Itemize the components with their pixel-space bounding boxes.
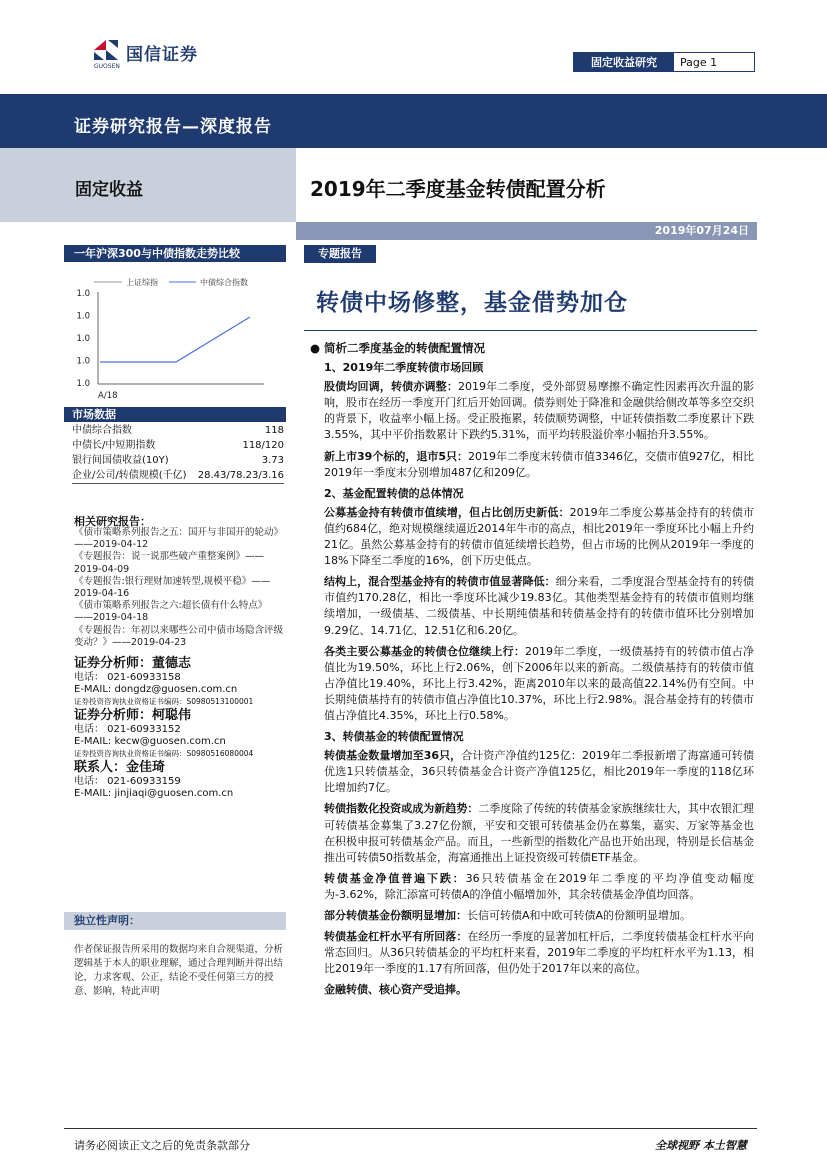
market-row: 银行间国债收益(10Y) 3.73 [72, 455, 284, 466]
paragraph: 新上市39个标的，退市5只：2019年二季度末转债市值3346亿，交债市值927亿，相比2019年一季度末分别增加487亿和209亿。 [324, 449, 754, 479]
market-row: 中债综合指数 118 [72, 425, 284, 436]
guosen-logo-icon [92, 38, 120, 62]
analyst-email[interactable]: E-MAIL: kecw@guosen.com.cn [74, 736, 226, 747]
paragraph: 股债均回调，转债亦调整：2019年二季度，受外部贸易摩擦不确定性因素再次升温的影响，股市在经历一季度开门红后开始回调。债券则处于降准和金融供给侧改革等多空交织的背景下，收益率小幅上扬。受正股拖累，转债顺势调整，中证转债指数二季度累计下跌3.55%，其中平价指数累计下跌约5.31%，而平均转股溢价率小幅抬升3.55%。 [324, 380, 754, 442]
band-title: 证券研究报告—深度报告 [74, 117, 272, 137]
x-tick-label: A/18 [98, 391, 118, 401]
footer-disclaimer[interactable]: 请务必阅读正文之后的免责条款部分 [74, 1139, 250, 1152]
related-report[interactable]: 《专题报告:银行理财加速转型,规模平稳》——2019-04-16 [74, 575, 271, 600]
analyst-email[interactable]: E-MAIL: dongdz@guosen.com.cn [74, 684, 238, 695]
contact-phone: 电话： 021-60933159 [74, 776, 181, 787]
independence-head: 独立性声明： [64, 912, 286, 930]
logo-text: 国信证券 [126, 45, 198, 65]
subsection-title: 3、转债基金的转债配置情况 [324, 730, 464, 744]
y-tick-label: 1.0 [76, 334, 90, 344]
y-tick-label: 1.0 [76, 379, 90, 389]
legend-label: 上证综指 [126, 278, 158, 287]
contact-name: 联系人：金佳琦 [74, 760, 166, 775]
paragraph: 转债基金杠杆水平有所回落：在经历一季度的显著加杠杆后，二季度转债基金杠杆水平向常态回归。从36只转债基金的平均杠杆来看，2019年二季度的平均杠杆水平为1.13，相比2019年一季度的1.17有所回落，但仍处于2017年以来的高位。 [324, 930, 754, 976]
report-tag: 专题报告 [304, 245, 376, 263]
footer-slogan: 全球视野 本土智慧 [655, 1139, 747, 1152]
series-line [100, 317, 250, 362]
section-title: ● 简析二季度基金的转债配置情况 [310, 341, 486, 355]
category-label: 固定收益 [75, 180, 143, 200]
chart-title: 一年沪深300与中债指数走势比较 [64, 245, 286, 262]
paragraph: 各类主要公募基金的转债仓位继续上行：2019年二季度，一级债基持有的转债市值占净值比为19.50%，环比上行2.06%，创下2006年以来的新高。二级债基持有的转债市值占净值比19.40%，环比上行3.42%，距离2010年以来的最高值22.14%仍有空间。中长期纯债基持有的转债市值占净值比10.37%，环比上行2.98%。混合基金持有的转债市值占净值比4.35%，环比上行0.58%。 [324, 644, 754, 722]
paragraph: 转债基金数量增加至36只，合计资产净值约125亿：2019年二季报新增了海富通可转债优选1只转债基金，36只转债基金合计资产净值125亿，相比2019年一季度的118亿环比增加约7亿。 [324, 749, 754, 795]
market-row: 中债长/中短期指数 118/120 [72, 440, 284, 451]
report-title: 2019年二季度基金转债配置分析 [310, 177, 606, 201]
paragraph: 公募基金持有转债市值续增，但占比创历史新低：2019年二季度公募基金持有的转债市值约684亿，绝对规模继续逼近2014年牛市的高点，相比2019年一季度环比小幅上升约21亿。虽然公募基金持有的转债市值延续增长趋势，但占市场的比例从2019年一季度的18%下降至二季度的16%，创下历史低点。 [324, 505, 754, 568]
independence-text: 作者保证报告所采用的数据均来自合规渠道，分析逻辑基于本人的职业理解，通过合理判断并得出结论，力求客观、公正，结论不受任何第三方的授意、影响，特此声明 [74, 944, 284, 997]
paragraph: 转债指数化投资或成为新趋势：二季度除了传统的转债基金家族继续壮大，其中农银汇理可转债基金募集了3.27亿份额，平安和交银可转债基金仍在募集，嘉实、万家等基金也在积极申报可转债基金产品。而且，一些新型的指数化产品也开始出现，特别是长信基金推出可转债50指数基金，海富通推出上证投资级可转债ETF基金。 [324, 802, 755, 864]
headline: 转债中场修整，基金借势加仓 [316, 290, 628, 316]
paragraph: 结构上，混合型基金持有的转债市值显著降低：细分来看，二季度混合型基金持有的转债市值约170.28亿，相比一季度环比减少19.83亿。其他类型基金持有的转债市值则均继续增加，一级债基、二级债基、中长期纯债基和转债基金持有的转债市值环比分别增加9.29亿、14.71亿、12.51亿和6.20亿。 [324, 575, 755, 637]
footer-rule [64, 1128, 757, 1129]
report-date: 2019年07月24日 [296, 222, 757, 240]
related-report[interactable]: 《专题报告：说一说那些破产重整案例》——2019-04-09 [74, 551, 265, 575]
related-report[interactable]: 《专题报告：年初以来哪些公司中债市场隐含评级变动？》——2019-04-23 [74, 624, 284, 648]
legend-label: 中债综合指数 [200, 278, 248, 287]
paragraph: 转债基金净值普遍下跌：36只转债基金在2019年二季度的平均净值变动幅度为-3.62%，除汇添富可转债A的净值小幅增加外，其余转债基金净值均回落。 [324, 871, 755, 901]
market-row: 企业/公司/转债规模(千亿) 28.43/78.23/3.16 [72, 470, 284, 481]
analyst-name: 证券分析师：董德志 [74, 656, 192, 671]
analyst-phone: 电话： 021-60933158 [74, 672, 181, 683]
paragraph: 金融转债、核心资产受追捧。 [324, 983, 467, 997]
analyst-cert: 证券投资咨询执业资格证书编码：S0980516080004 [74, 749, 254, 758]
analyst-name: 证券分析师：柯聪伟 [74, 708, 192, 723]
y-tick-label: 1.0 [76, 289, 90, 299]
y-tick-label: 1.0 [76, 311, 90, 322]
headline-rule [304, 330, 757, 331]
logo-en-text: GUOSEN [94, 63, 120, 70]
y-tick-label: 1.0 [76, 356, 90, 367]
header-box [573, 52, 755, 72]
contact-email[interactable]: E-MAIL: jinjiaqi@guosen.com.cn [74, 788, 234, 799]
analyst-cert: 证券投资咨询执业资格证书编码：S0980513100001 [74, 697, 254, 706]
index-trend-chart [64, 272, 286, 404]
report-body [310, 340, 754, 1003]
subsection-title: 2、基金配置转债的总体情况 [324, 486, 464, 500]
analyst-phone: 电话： 021-60933152 [74, 724, 181, 735]
market-data-head: 市场数据 [64, 407, 286, 422]
related-report[interactable]: 《债市策略系列报告之五：国开与非国开的轮动》——2019-04-12 [74, 527, 284, 551]
analyst-list [74, 655, 289, 800]
related-report[interactable]: 《债市策略系列报告之六:超长债有什么特点》——2019-04-18 [74, 600, 268, 624]
related-reports-list [74, 527, 286, 649]
market-data-table [72, 423, 284, 483]
paragraph: 部分转债基金份额明显增加：长信可转债A和中欧可转债A的份额明显增加。 [324, 909, 692, 922]
category-box [0, 148, 296, 222]
report-type: 固定收益研究 [574, 53, 674, 71]
subsection-title: 1、2019年二季度转债市场回顾 [324, 361, 484, 375]
related-reports-head: 相关研究报告： [74, 515, 151, 528]
divider [72, 483, 284, 484]
page-number: Page 1 [680, 55, 718, 69]
